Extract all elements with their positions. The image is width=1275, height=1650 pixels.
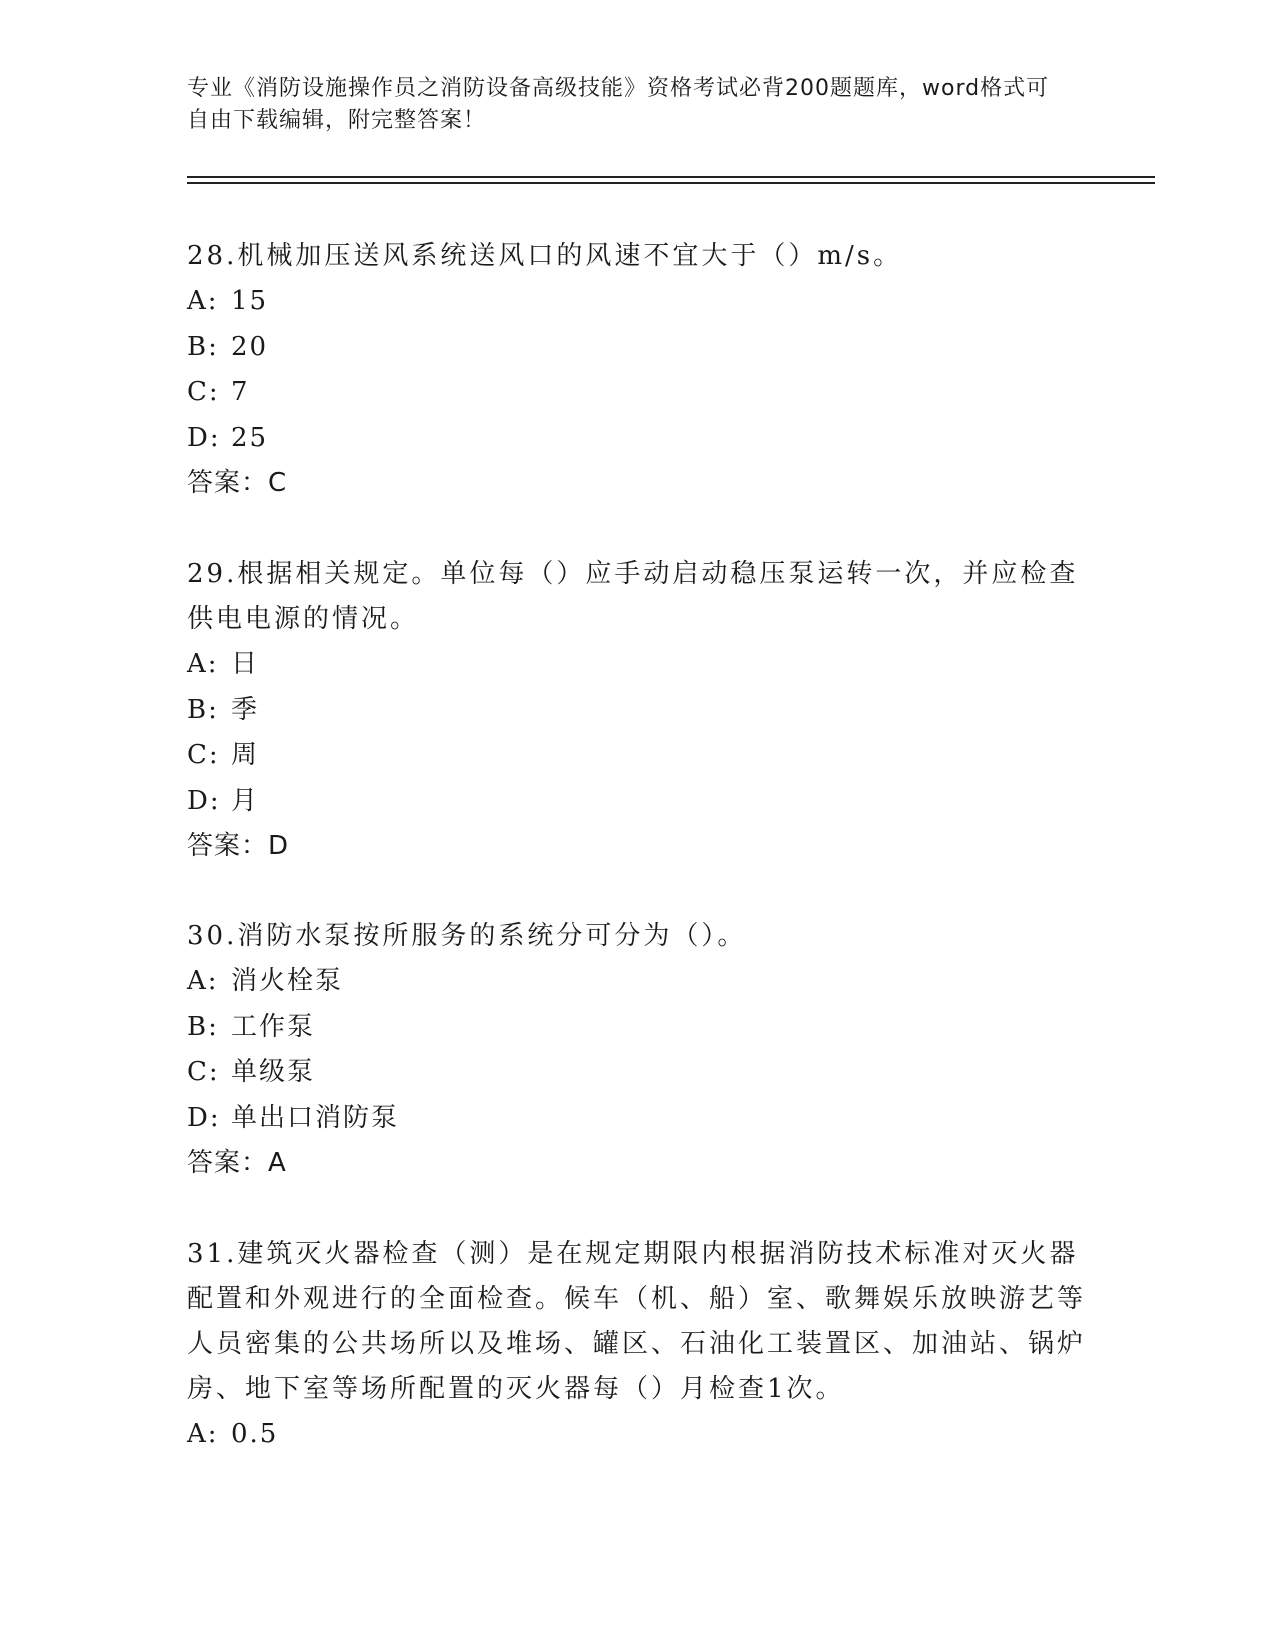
question-text: 28.机械加压送风系统送风口的风速不宜大于（）m/s。 (187, 241, 903, 271)
option-value: 7 (231, 377, 250, 407)
answer-line (187, 461, 1087, 506)
header-divider-top (187, 176, 1155, 178)
option-label: B: (187, 1011, 219, 1042)
option-b (187, 325, 1087, 371)
option-a (187, 642, 1087, 688)
option-a (187, 1412, 1087, 1458)
question-text: 30.消防水泵按所服务的系统分可分为（）。 (187, 921, 747, 951)
header-divider-bottom (187, 182, 1155, 184)
document-header: 专业《消防设施操作员之消防设备高级技能》资格考试必背200题题库，word格式可自由下载编辑，附完整答案！ (187, 76, 1050, 133)
option-label: C: (187, 740, 220, 770)
option-b (187, 1005, 1087, 1051)
option-c (187, 370, 1087, 416)
option-label: D: (187, 422, 221, 453)
answer-line (187, 824, 1087, 869)
option-value: 日 (231, 649, 260, 679)
option-value: 15 (231, 286, 269, 316)
option-label: A: (187, 1419, 219, 1449)
option-label: A: (187, 649, 219, 679)
question-28 (187, 234, 1087, 506)
option-d (187, 1096, 1087, 1142)
option-b (187, 688, 1087, 734)
option-value: 消火栓泵 (231, 966, 344, 996)
option-label: B: (187, 694, 219, 725)
option-d (187, 416, 1087, 462)
question-text: 31.建筑灭火器检查（测）是在规定期限内根据消防技术标准对灭火器配置和外观进行的全面检查。候车（机、船）室、歌舞娱乐放映游艺等人员密集的公共场所以及堆场、罐区、石油化工装置区、加油站、锅炉房、地下室等场所配置的灭火器每（）月检查1次。 (187, 1239, 1087, 1404)
option-value: 月 (231, 785, 260, 816)
option-d (187, 779, 1087, 825)
option-value: 周 (231, 740, 260, 770)
option-label: C: (187, 1057, 220, 1087)
option-label: A: (187, 286, 219, 316)
question-text: 29.根据相关规定。单位每（）应手动启动稳压泵运转一次，并应检查供电电源的情况。 (187, 559, 1079, 634)
question-31 (187, 1232, 1087, 1458)
option-label: D: (187, 785, 221, 816)
question-30 (187, 914, 1087, 1186)
option-value: 单出口消防泵 (231, 1102, 400, 1133)
option-c (187, 733, 1087, 779)
answer-value: C (268, 468, 288, 498)
option-label: A: (187, 966, 219, 996)
option-label: B: (187, 331, 219, 362)
option-a (187, 279, 1087, 325)
answer-value: D (268, 831, 290, 861)
option-value: 20 (231, 331, 269, 362)
option-c (187, 1050, 1087, 1096)
option-a (187, 959, 1087, 1005)
question-29 (187, 552, 1087, 869)
option-value: 单级泵 (231, 1057, 316, 1087)
option-value: 0.5 (231, 1419, 279, 1449)
answer-label: 答案： (187, 831, 269, 861)
answer-label: 答案： (187, 1148, 269, 1178)
option-value: 25 (231, 422, 269, 453)
answer-label: 答案： (187, 468, 269, 498)
option-label: C: (187, 377, 220, 407)
answer-line (187, 1141, 1087, 1186)
answer-value: A (268, 1148, 287, 1178)
option-value: 季 (231, 694, 260, 725)
option-value: 工作泵 (231, 1011, 316, 1042)
option-label: D: (187, 1102, 221, 1133)
